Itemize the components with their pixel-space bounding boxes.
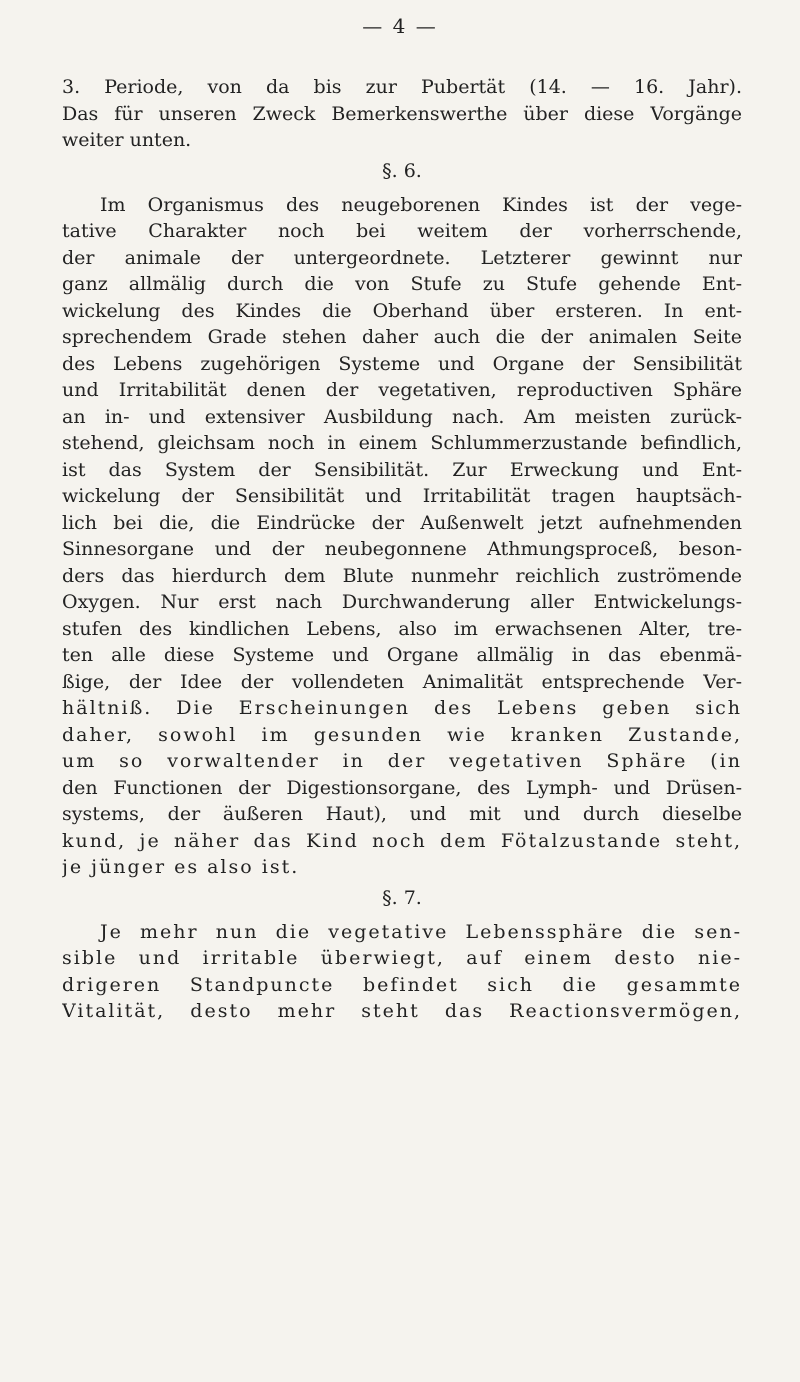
text-line: hältniß. Die Erscheinungen des Lebens geben sich (62, 697, 742, 719)
page-text (62, 74, 742, 1025)
text-line: Je mehr nun die vegetative Lebenssphäre die sen- (100, 920, 742, 943)
text-line: der animale der untergeordnete. Letzterer gewinnt nur (62, 246, 742, 269)
text-line: 3. Periode, von da bis zur Pubertät (14. — 16. Jahr). (62, 76, 742, 98)
text-line: ten alle diese Systeme und Organe allmälig in das ebenmä- (62, 644, 742, 666)
text-line: lich bei die, die Eindrücke der Außenwelt jetzt aufnehmenden (62, 511, 742, 534)
text-line: ßige, der Idee der vollendeten Animalität entsprechende Ver- (62, 670, 742, 693)
text-line: Vitalität, desto mehr steht das Reactionsvermögen, (62, 1000, 742, 1022)
text-line: des Lebens zugehörigen Systeme und Organe der Sensibilität (62, 352, 742, 375)
section-6-body (62, 192, 742, 881)
text-line: wickelung des Kindes die Oberhand über ersteren. In ent- (62, 299, 742, 322)
text-line: Oxygen. Nur erst nach Durchwanderung aller Entwickelungs- (62, 591, 742, 613)
section-7-body (62, 919, 742, 1025)
text-line: wickelung der Sensibilität und Irritabilität tragen hauptsäch- (62, 485, 742, 507)
text-line: kund, je näher das Kind noch dem Fötalzustande steht, (62, 829, 742, 852)
text-line: ganz allmälig durch die von Stufe zu Stufe gehende Ent- (62, 273, 742, 295)
text-line: Im Organismus des neugeborenen Kindes ist der vege- (100, 193, 742, 216)
text-line: ders das hierdurch dem Blute nunmehr reichlich zuströmende (62, 564, 742, 587)
text-line: weiter unten. (62, 129, 192, 151)
text-line: je jünger es also ist. (62, 856, 300, 878)
text-line: Das für unseren Zweck Bemerkenswerthe über diese Vorgänge (62, 102, 742, 125)
text-line: stehend, gleichsam noch in einem Schlummerzustande befindlich, (62, 432, 742, 454)
text-line: um so vorwaltender in der vegetativen Sphäre (in (62, 750, 742, 772)
section-heading-7: §. 7. (382, 886, 422, 909)
text-line: sprechendem Grade stehen daher auch die der animalen Seite (62, 326, 742, 348)
text-line: an in- und extensiver Ausbildung nach. Am meisten zurück- (62, 405, 742, 428)
text-line: Sinnesorgane und der neubegonnene Athmungsproceß, beson- (62, 538, 742, 560)
text-line: drigeren Standpuncte befindet sich die gesammte (62, 973, 742, 996)
text-line: tative Charakter noch bei weitem der vorherrschende, (62, 220, 742, 242)
text-line: daher, sowohl im gesunden wie kranken Zustande, (62, 723, 742, 746)
section-heading-6: §. 6. (382, 159, 422, 182)
text-line: ist das System der Sensibilität. Zur Erweckung und Ent- (62, 458, 742, 481)
page-number: — 4 — (362, 14, 438, 38)
text-line: und Irritabilität denen der vegetativen, reproductiven Sphäre (62, 379, 742, 401)
text-line: stufen des kindlichen Lebens, also im erwachsenen Alter, tre- (62, 617, 742, 640)
paragraph-period-3 (62, 74, 742, 154)
text-line: sible und irritable überwiegt, auf einem desto nie- (62, 947, 742, 969)
text-line: den Functionen der Digestionsorgane, des Lymph- und Drüsen- (62, 776, 742, 799)
text-line: systems, der äußeren Haut), und mit und durch dieselbe (62, 803, 742, 825)
